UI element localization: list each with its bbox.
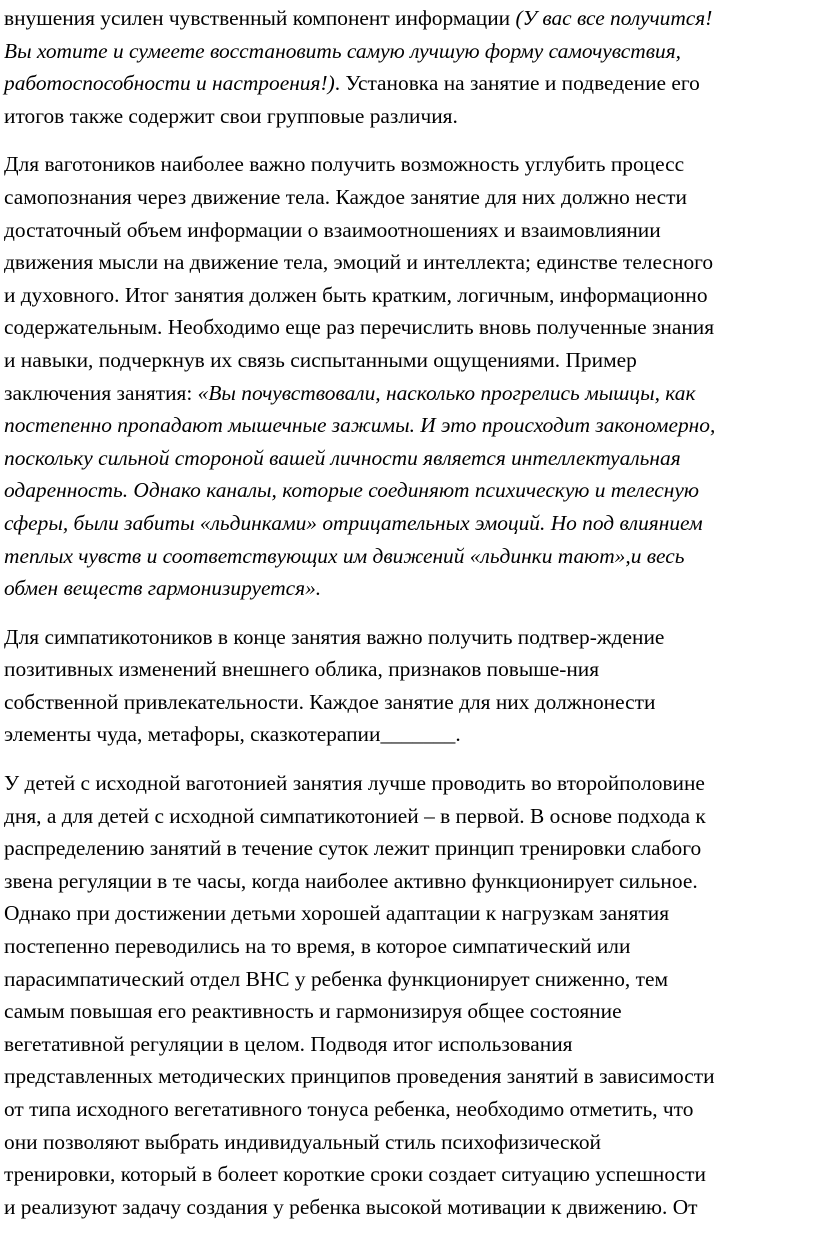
text-segment: звена регуляции в те часы, когда наиболее активно функционирует сильное. (4, 868, 698, 893)
italic-text: (У вас все получится! (515, 6, 713, 30)
italic-text: работоспособности и настроения!) (4, 71, 335, 96)
text-line (4, 442, 816, 475)
text-segment: от типа исходного вегетативного тонуса ребенка, необходимо отметить, что (4, 1097, 694, 1121)
text-line (4, 311, 816, 344)
text-line (4, 653, 816, 686)
italic-text: обмен веществ гармонизируется». (4, 576, 322, 601)
text-line (4, 865, 816, 898)
text-segment: собственной привлекательности. Каждое занятие для них должнонести (4, 689, 656, 714)
text-line (4, 995, 816, 1028)
text-segment: парасимпатический отдел ВНС у ребенка функционирует сниженно, тем (4, 966, 669, 991)
text-line (4, 1028, 816, 1061)
text-line (4, 1191, 816, 1224)
text-segment: распределению занятий в течение суток лежит принцип тренировки слабого (4, 836, 702, 861)
text-line (4, 572, 816, 605)
text-segment: дня, а для детей с исходной симпатикотонией – в первой. В основе подхода к (4, 803, 706, 828)
paragraph (4, 767, 816, 1223)
text-segment: содержательным. Необходимо еще раз перечислить вновь полученные знания (4, 315, 715, 340)
text-segment: . Установка на занятие и подведение его (334, 71, 700, 96)
text-segment: элементы чуда, метафоры, сказкотерапии_______. (4, 722, 461, 747)
text-segment: внушения усилен чувственный компонент информации (4, 6, 516, 30)
text-line (4, 507, 816, 540)
text-line (4, 897, 816, 930)
text-segment: самопознания через движение тела. Каждое занятие для них должно нести (4, 184, 687, 209)
italic-text: теплых чувств и соответствующих им движений «льдинки тают»,и весь (4, 543, 685, 568)
text-line (4, 963, 816, 996)
paragraph (4, 2, 816, 132)
text-line (4, 35, 816, 68)
italic-text: поскольку сильной стороной вашей личности является интеллектуальная (4, 445, 681, 470)
text-line (4, 686, 816, 719)
text-segment: заключения занятия: (4, 380, 198, 405)
text-segment: представленных методических принципов проведения занятий в зависимости (4, 1064, 715, 1089)
text-line (4, 767, 816, 800)
paragraph (4, 148, 816, 604)
italic-text: одаренность. Однако каналы, которые соединяют психическую и телесную (4, 478, 699, 503)
text-segment: и духовного. Итог занятия должен быть кратким, логичным, информационно (4, 282, 708, 307)
text-segment: достаточный объем информации о взаимоотношениях и взаимовлиянии (4, 217, 661, 242)
text-segment: они позволяют выбрать индивидуальный стиль психофизической (4, 1129, 602, 1154)
text-line (4, 1093, 816, 1126)
italic-text: постепенно пропадают мышечные зажимы. И это происходит закономерно, (4, 413, 716, 438)
text-line (4, 621, 816, 654)
text-line (4, 2, 816, 35)
text-line (4, 1060, 816, 1093)
text-segment: позитивных изменений внешнего облика, признаков повыше-ния (4, 657, 600, 682)
text-segment: Для симпатикотоников в конце занятия важно получить подтвер-ждение (4, 624, 665, 649)
text-segment: Однако при достижении детьми хорошей адаптации к нагрузкам занятия (4, 901, 670, 926)
text-segment: вегетативной регуляции в целом. Подводя итог использования (4, 1031, 573, 1056)
text-segment: У детей с исходной ваготонией занятия лучше проводить во второйполовине (4, 771, 705, 796)
text-line (4, 67, 816, 100)
text-line (4, 409, 816, 442)
text-line (4, 214, 816, 247)
text-line (4, 181, 816, 214)
text-line (4, 474, 816, 507)
italic-text: «Вы почувствовали, насколько прогрелись мышцы, как (197, 380, 696, 405)
text-line (4, 540, 816, 573)
text-line (4, 832, 816, 865)
text-line (4, 279, 816, 312)
text-segment: Для ваготоников наиболее важно получить возможность углубить процесс (4, 152, 685, 177)
text-line (4, 1158, 816, 1191)
text-segment: тренировки, который в болеет короткие сроки создает ситуацию успешности (4, 1162, 706, 1187)
text-segment: самым повышая его реактивность и гармонизируя общее состояние (4, 999, 622, 1024)
text-segment: и навыки, подчеркнув их связь сиспытанными ощущениями. Пример (4, 347, 637, 372)
text-line (4, 344, 816, 377)
text-line (4, 718, 816, 751)
italic-text: Вы хотите и сумеете восстановить самую лучшую форму самочувствия, (4, 38, 681, 63)
text-segment: итогов также содержит свои групповые различия. (4, 103, 458, 128)
text-line (4, 148, 816, 181)
text-segment: движения мысли на движение тела, эмоций и интеллекта; единстве телесного (4, 250, 714, 275)
text-line (4, 100, 816, 133)
italic-text: сферы, были забиты «льдинками» отрицательных эмоций. Но под влиянием (4, 510, 703, 535)
text-line (4, 246, 816, 279)
text-line (4, 800, 816, 833)
text-segment: постепенно переводились на то время, в которое симпатический или (4, 934, 631, 959)
text-line (4, 930, 816, 963)
text-line (4, 1126, 816, 1159)
paragraph (4, 621, 816, 751)
text-line (4, 377, 816, 410)
text-segment: и реализуют задачу создания у ребенка высокой мотивации к движению. От (4, 1194, 698, 1219)
